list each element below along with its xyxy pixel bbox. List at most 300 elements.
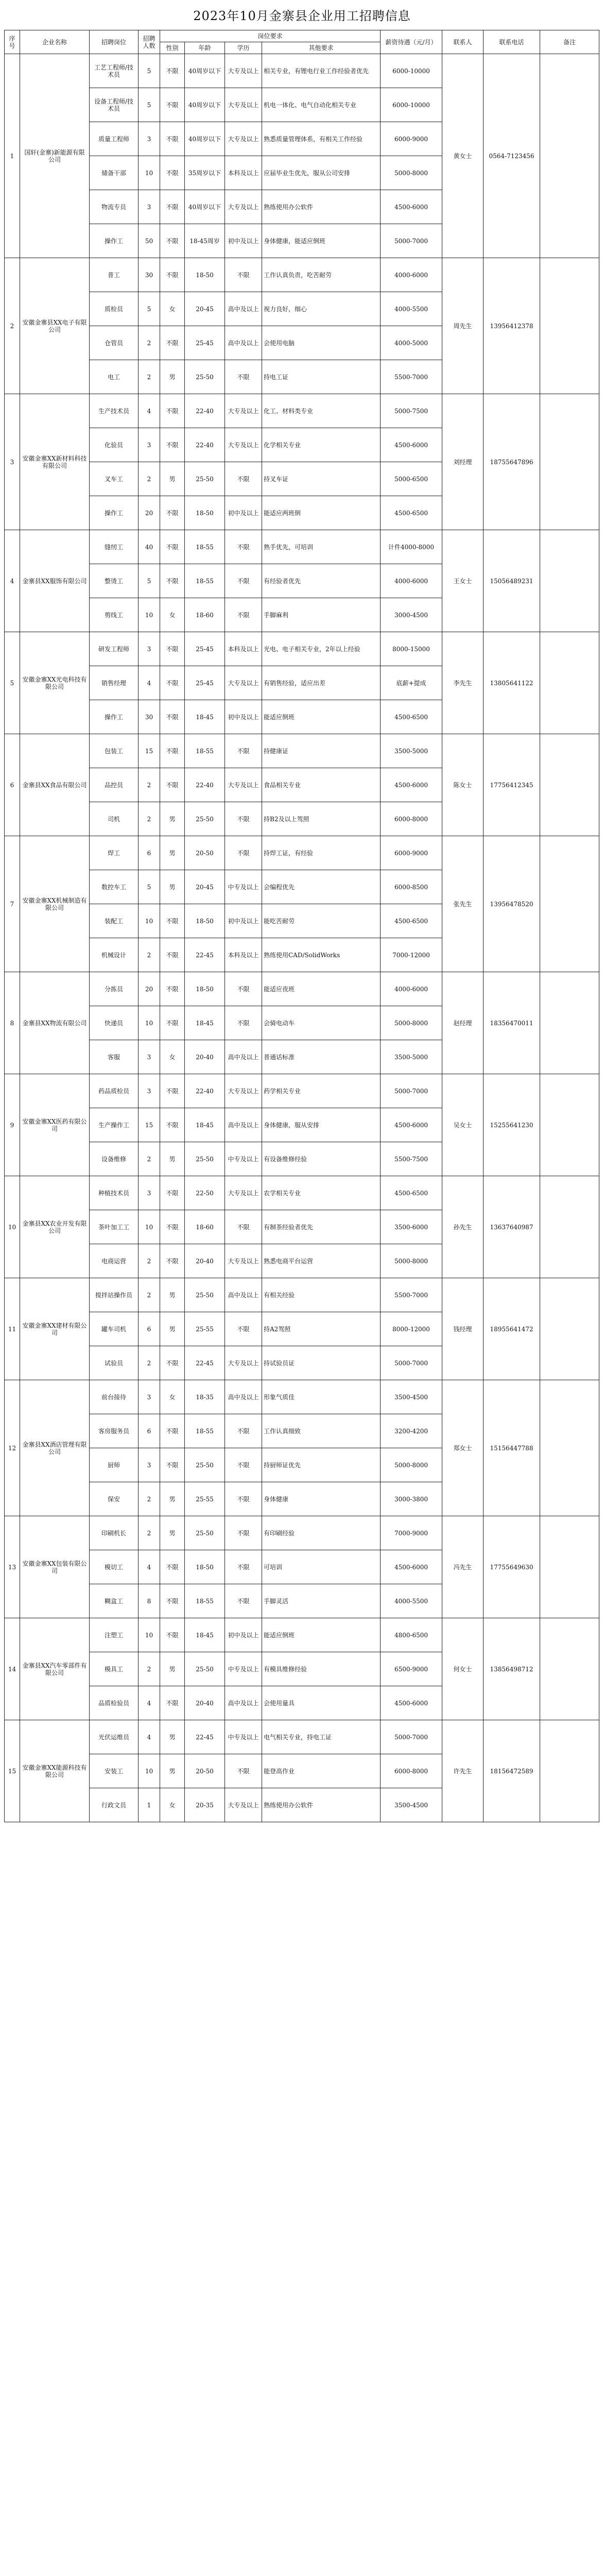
job-other: 能适应两班倒 (262, 496, 381, 530)
job-other: 应届毕业生优先，服从公司安排 (262, 156, 381, 190)
job-salary: 3000-4500 (381, 598, 442, 632)
company-name: 安徽金寨XX医药有限公司 (20, 1074, 90, 1176)
company-contact: 陈女士 (442, 734, 484, 836)
table-row (5, 632, 599, 666)
job-education: 大专及以上 (225, 1346, 262, 1380)
job-position: 化验员 (90, 428, 139, 462)
job-salary: 6000-8500 (381, 870, 442, 904)
job-position: 操作工 (90, 496, 139, 530)
job-salary: 5000-7000 (381, 1346, 442, 1380)
job-other: 手脚灵活 (262, 1584, 381, 1618)
job-position: 搅拌站操作员 (90, 1278, 139, 1312)
company-phone: 0564-7123456 (484, 54, 540, 258)
company-phone: 18156472589 (484, 1720, 540, 1822)
company-phone: 17756412345 (484, 734, 540, 836)
job-gender: 不限 (160, 938, 185, 972)
job-education: 不限 (225, 1584, 262, 1618)
job-other: 化学相关专业 (262, 428, 381, 462)
company-name: 金寨县XX服饰有限公司 (20, 530, 90, 632)
job-count: 2 (139, 1482, 160, 1516)
job-education: 不限 (225, 1312, 262, 1346)
job-age: 25-45 (185, 326, 225, 360)
table-row (5, 1074, 599, 1108)
job-count: 2 (139, 1516, 160, 1550)
job-education: 不限 (225, 1482, 262, 1516)
job-other: 食品相关专业 (262, 768, 381, 802)
job-other: 持A2驾照 (262, 1312, 381, 1346)
job-gender: 男 (160, 1482, 185, 1516)
job-age: 22-40 (185, 768, 225, 802)
job-gender: 不限 (160, 530, 185, 564)
job-education: 不限 (225, 802, 262, 836)
job-education: 不限 (225, 1448, 262, 1482)
job-count: 5 (139, 54, 160, 88)
job-gender: 不限 (160, 394, 185, 428)
company-name: 金寨县XX汽车零部件有限公司 (20, 1618, 90, 1720)
header-gender: 性别 (160, 42, 185, 54)
table-body (5, 54, 599, 1822)
job-age: 25-45 (185, 666, 225, 700)
job-count: 6 (139, 1414, 160, 1448)
job-salary: 4000-5500 (381, 1584, 442, 1618)
company-remark (540, 1074, 599, 1176)
table-row (5, 394, 599, 428)
job-count: 5 (139, 564, 160, 598)
job-salary: 4500-6500 (381, 1176, 442, 1210)
company-phone: 13956412378 (484, 258, 540, 394)
job-other: 有制茶经验者优先 (262, 1210, 381, 1244)
job-age: 25-50 (185, 1278, 225, 1312)
job-salary: 5000-8000 (381, 156, 442, 190)
job-education: 大专及以上 (225, 190, 262, 224)
job-gender: 不限 (160, 190, 185, 224)
job-age: 25-45 (185, 632, 225, 666)
row-number: 2 (5, 258, 20, 394)
header-count: 招聘人数 (139, 30, 160, 54)
job-salary: 3500-4500 (381, 1788, 442, 1822)
company-remark (540, 1380, 599, 1516)
job-other: 可培训 (262, 1550, 381, 1584)
job-gender: 不限 (160, 564, 185, 598)
job-count: 2 (139, 462, 160, 496)
company-contact: 孙先生 (442, 1176, 484, 1278)
job-salary: 4500-6500 (381, 904, 442, 938)
job-count: 3 (139, 1380, 160, 1414)
job-count: 5 (139, 292, 160, 326)
job-gender: 不限 (160, 156, 185, 190)
job-salary: 4500-6000 (381, 768, 442, 802)
header-no: 序号 (5, 30, 20, 54)
table-row (5, 972, 599, 1006)
job-salary: 5000-7000 (381, 224, 442, 258)
table-row (5, 1380, 599, 1414)
job-salary: 4500-6000 (381, 1686, 442, 1720)
job-other: 持焊工证，有经验 (262, 836, 381, 870)
job-gender: 男 (160, 1516, 185, 1550)
job-other: 有相关经验 (262, 1278, 381, 1312)
job-position: 品控员 (90, 768, 139, 802)
job-salary: 5500-7500 (381, 1142, 442, 1176)
job-other: 工作认真细致 (262, 1414, 381, 1448)
job-position: 操作工 (90, 700, 139, 734)
job-age: 25-50 (185, 462, 225, 496)
job-education: 中专及以上 (225, 1720, 262, 1754)
company-remark (540, 1278, 599, 1380)
job-other: 有模具维修经验 (262, 1652, 381, 1686)
job-position: 操作工 (90, 224, 139, 258)
job-gender: 不限 (160, 1074, 185, 1108)
table-row (5, 1720, 599, 1754)
job-count: 15 (139, 734, 160, 768)
job-count: 40 (139, 530, 160, 564)
job-gender: 男 (160, 1754, 185, 1788)
job-other: 熟悉电商平台运营 (262, 1244, 381, 1278)
company-phone: 13956478520 (484, 836, 540, 972)
company-name: 安徽金寨XX能源科技有限公司 (20, 1720, 90, 1822)
job-education: 本科及以上 (225, 938, 262, 972)
job-position: 厨师 (90, 1448, 139, 1482)
job-position: 前台接待 (90, 1380, 139, 1414)
job-salary: 6000-9000 (381, 836, 442, 870)
header-other: 其他要求 (262, 42, 381, 54)
job-education: 中专及以上 (225, 1652, 262, 1686)
job-gender: 不限 (160, 496, 185, 530)
company-remark (540, 1516, 599, 1618)
job-position: 模具工 (90, 1652, 139, 1686)
job-education: 高中及以上 (225, 1686, 262, 1720)
job-education: 中专及以上 (225, 870, 262, 904)
job-gender: 不限 (160, 326, 185, 360)
job-position: 安装工 (90, 1754, 139, 1788)
company-remark (540, 972, 599, 1074)
job-salary: 5000-7000 (381, 1074, 442, 1108)
job-position: 设备工程师/技术员 (90, 88, 139, 122)
job-education: 高中及以上 (225, 326, 262, 360)
job-other: 机电一体化、电气自动化相关专业 (262, 88, 381, 122)
job-other: 熟练使用办公软件 (262, 190, 381, 224)
job-position: 质检员 (90, 292, 139, 326)
company-remark (540, 258, 599, 394)
job-gender: 男 (160, 836, 185, 870)
company-contact: 钱经理 (442, 1278, 484, 1380)
job-position: 药品质检员 (90, 1074, 139, 1108)
job-count: 6 (139, 1312, 160, 1346)
job-other: 能吃苦耐劳 (262, 904, 381, 938)
job-salary: 5000-7500 (381, 394, 442, 428)
job-salary: 4000-6000 (381, 258, 442, 292)
job-age: 22-50 (185, 1176, 225, 1210)
header-requirements: 岗位要求 (160, 30, 381, 42)
job-count: 10 (139, 904, 160, 938)
job-age: 18-45 (185, 1006, 225, 1040)
job-age: 18-50 (185, 972, 225, 1006)
job-other: 熟悉质量管理体系，有相关工作经验 (262, 122, 381, 156)
job-count: 15 (139, 1108, 160, 1142)
job-position: 试验员 (90, 1346, 139, 1380)
job-other: 会使用量具 (262, 1686, 381, 1720)
header-contact: 联系人 (442, 30, 484, 54)
job-salary: 8000-15000 (381, 632, 442, 666)
job-count: 2 (139, 1278, 160, 1312)
job-count: 6 (139, 836, 160, 870)
job-count: 5 (139, 870, 160, 904)
company-phone: 18955641472 (484, 1278, 540, 1380)
job-age: 22-40 (185, 1074, 225, 1108)
job-other: 持试验员证 (262, 1346, 381, 1380)
job-age: 25-50 (185, 1448, 225, 1482)
table-row (5, 1176, 599, 1210)
row-number: 9 (5, 1074, 20, 1176)
job-gender: 男 (160, 1142, 185, 1176)
table-row (5, 836, 599, 870)
job-salary: 5000-7000 (381, 1720, 442, 1754)
job-count: 8 (139, 1584, 160, 1618)
job-other: 熟练使用办公软件 (262, 1788, 381, 1822)
job-gender: 男 (160, 462, 185, 496)
row-number: 4 (5, 530, 20, 632)
company-name: 金寨县XX食品有限公司 (20, 734, 90, 836)
job-count: 10 (139, 1754, 160, 1788)
job-gender: 女 (160, 292, 185, 326)
job-age: 20-40 (185, 1040, 225, 1074)
job-salary: 6500-9000 (381, 1652, 442, 1686)
company-name: 安徽金寨XX建材有限公司 (20, 1278, 90, 1380)
job-other: 电气相关专业，持电工证 (262, 1720, 381, 1754)
job-education: 不限 (225, 360, 262, 394)
job-other: 形象气质佳 (262, 1380, 381, 1414)
row-number: 6 (5, 734, 20, 836)
job-position: 快递员 (90, 1006, 139, 1040)
job-education: 大专及以上 (225, 54, 262, 88)
company-contact: 吴女士 (442, 1074, 484, 1176)
job-gender: 不限 (160, 1448, 185, 1482)
page-title: 2023年10月金寨县企业用工招聘信息 (193, 9, 411, 23)
job-age: 18-50 (185, 904, 225, 938)
job-age: 20-35 (185, 1788, 225, 1822)
job-salary: 4500-6000 (381, 1108, 442, 1142)
job-salary: 6000-8000 (381, 802, 442, 836)
job-position: 品质检验员 (90, 1686, 139, 1720)
job-gender: 不限 (160, 1686, 185, 1720)
job-age: 40周岁以下 (185, 122, 225, 156)
company-phone: 13805641122 (484, 632, 540, 734)
header-salary: 薪资待遇（元/月） (381, 30, 442, 54)
job-other: 熟练使用CAD/SolidWorks (262, 938, 381, 972)
job-age: 18-45 (185, 700, 225, 734)
job-salary: 4000-6000 (381, 564, 442, 598)
job-age: 40周岁以下 (185, 54, 225, 88)
company-name: 金寨县XX酒店管理有限公司 (20, 1380, 90, 1516)
job-count: 4 (139, 1550, 160, 1584)
job-gender: 不限 (160, 768, 185, 802)
job-position: 叉车工 (90, 462, 139, 496)
job-other: 视力良好，细心 (262, 292, 381, 326)
job-salary: 4000-6000 (381, 972, 442, 1006)
job-age: 18-55 (185, 530, 225, 564)
job-count: 2 (139, 938, 160, 972)
job-gender: 不限 (160, 1108, 185, 1142)
company-phone: 17755649630 (484, 1516, 540, 1618)
job-count: 4 (139, 1686, 160, 1720)
job-gender: 不限 (160, 632, 185, 666)
job-salary: 4800-6500 (381, 1618, 442, 1652)
job-position: 分拣员 (90, 972, 139, 1006)
job-other: 能登高作业 (262, 1754, 381, 1788)
job-age: 22-40 (185, 394, 225, 428)
job-gender: 不限 (160, 1550, 185, 1584)
company-phone: 13637640987 (484, 1176, 540, 1278)
job-other: 手脚麻利 (262, 598, 381, 632)
job-position: 茶叶加工工 (90, 1210, 139, 1244)
job-age: 25-50 (185, 360, 225, 394)
job-salary: 3200-4200 (381, 1414, 442, 1448)
job-education: 初中及以上 (225, 496, 262, 530)
job-position: 保安 (90, 1482, 139, 1516)
job-position: 仓管员 (90, 326, 139, 360)
job-count: 2 (139, 326, 160, 360)
job-education: 不限 (225, 836, 262, 870)
job-salary: 6000-10000 (381, 88, 442, 122)
job-gender: 不限 (160, 1244, 185, 1278)
job-gender: 男 (160, 360, 185, 394)
job-education: 不限 (225, 530, 262, 564)
job-salary: 5500-7000 (381, 360, 442, 394)
job-count: 2 (139, 1652, 160, 1686)
job-age: 25-50 (185, 1516, 225, 1550)
job-salary: 计件4000-8000 (381, 530, 442, 564)
job-gender: 男 (160, 1720, 185, 1754)
job-position: 装配工 (90, 904, 139, 938)
job-count: 30 (139, 258, 160, 292)
job-education: 不限 (225, 564, 262, 598)
job-gender: 不限 (160, 1346, 185, 1380)
row-number: 5 (5, 632, 20, 734)
job-education: 不限 (225, 1754, 262, 1788)
job-gender: 不限 (160, 122, 185, 156)
row-number: 1 (5, 54, 20, 258)
job-gender: 不限 (160, 428, 185, 462)
job-position: 物流专员 (90, 190, 139, 224)
company-contact: 张先生 (442, 836, 484, 972)
job-gender: 女 (160, 598, 185, 632)
job-gender: 不限 (160, 1618, 185, 1652)
job-education: 大专及以上 (225, 394, 262, 428)
job-salary: 5000-8000 (381, 1006, 442, 1040)
job-education: 大专及以上 (225, 666, 262, 700)
job-education: 高中及以上 (225, 292, 262, 326)
job-gender: 女 (160, 1380, 185, 1414)
table-row (5, 258, 599, 292)
header-company: 企业名称 (20, 30, 90, 54)
company-phone: 15156447788 (484, 1380, 540, 1516)
job-gender: 不限 (160, 1210, 185, 1244)
job-position: 数控车工 (90, 870, 139, 904)
job-count: 5 (139, 88, 160, 122)
header-remark: 备注 (540, 30, 599, 54)
job-position: 工艺工程师/技术员 (90, 54, 139, 88)
job-age: 18-45 (185, 1618, 225, 1652)
job-other: 会骑电动车 (262, 1006, 381, 1040)
job-gender: 男 (160, 1278, 185, 1312)
job-other: 药学相关专业 (262, 1074, 381, 1108)
job-position: 包装工 (90, 734, 139, 768)
job-salary: 4500-6000 (381, 190, 442, 224)
job-education: 大专及以上 (225, 1244, 262, 1278)
job-other: 相关专业，有锂电行业工作经验者优先 (262, 54, 381, 88)
job-other: 有经验者优先 (262, 564, 381, 598)
job-count: 10 (139, 598, 160, 632)
job-age: 25-50 (185, 1652, 225, 1686)
job-position: 研发工程师 (90, 632, 139, 666)
job-age: 20-45 (185, 292, 225, 326)
header-phone: 联系电话 (484, 30, 540, 54)
job-other: 农学相关专业 (262, 1176, 381, 1210)
job-other: 普通话标准 (262, 1040, 381, 1074)
job-education: 不限 (225, 1210, 262, 1244)
job-education: 不限 (225, 1006, 262, 1040)
company-remark (540, 1618, 599, 1720)
job-count: 20 (139, 972, 160, 1006)
job-count: 3 (139, 122, 160, 156)
job-education: 大专及以上 (225, 1176, 262, 1210)
job-age: 18-35 (185, 1380, 225, 1414)
header-position: 招聘岗位 (90, 30, 139, 54)
job-other: 有销售经验，适应出差 (262, 666, 381, 700)
company-remark (540, 734, 599, 836)
company-contact: 何女士 (442, 1618, 484, 1720)
job-education: 高中及以上 (225, 1380, 262, 1414)
job-gender: 不限 (160, 54, 185, 88)
job-education: 不限 (225, 462, 262, 496)
company-remark (540, 836, 599, 972)
job-gender: 男 (160, 1312, 185, 1346)
job-position: 质量工程师 (90, 122, 139, 156)
job-salary: 4500-6500 (381, 496, 442, 530)
job-position: 缝纫工 (90, 530, 139, 564)
job-position: 印刷机长 (90, 1516, 139, 1550)
job-count: 2 (139, 1346, 160, 1380)
job-position: 整烫工 (90, 564, 139, 598)
job-salary: 4500-6000 (381, 428, 442, 462)
job-age: 18-50 (185, 496, 225, 530)
job-count: 30 (139, 700, 160, 734)
job-gender: 不限 (160, 258, 185, 292)
job-salary: 底薪+提成 (381, 666, 442, 700)
job-position: 电工 (90, 360, 139, 394)
job-salary: 5000-8000 (381, 1448, 442, 1482)
job-count: 3 (139, 428, 160, 462)
job-other: 持电工证 (262, 360, 381, 394)
company-contact: 李先生 (442, 632, 484, 734)
job-position: 生产操作工 (90, 1108, 139, 1142)
job-position: 客房服务员 (90, 1414, 139, 1448)
job-salary: 8000-12000 (381, 1312, 442, 1346)
job-count: 4 (139, 394, 160, 428)
job-age: 18-60 (185, 598, 225, 632)
job-education: 大专及以上 (225, 1788, 262, 1822)
company-contact: 周先生 (442, 258, 484, 394)
company-remark (540, 54, 599, 258)
job-age: 25-50 (185, 1142, 225, 1176)
company-contact: 许先生 (442, 1720, 484, 1822)
job-count: 10 (139, 1618, 160, 1652)
table-row (5, 734, 599, 768)
company-contact: 赵经理 (442, 972, 484, 1074)
job-count: 2 (139, 768, 160, 802)
job-salary: 4500-6500 (381, 700, 442, 734)
job-count: 2 (139, 1244, 160, 1278)
job-education: 初中及以上 (225, 224, 262, 258)
